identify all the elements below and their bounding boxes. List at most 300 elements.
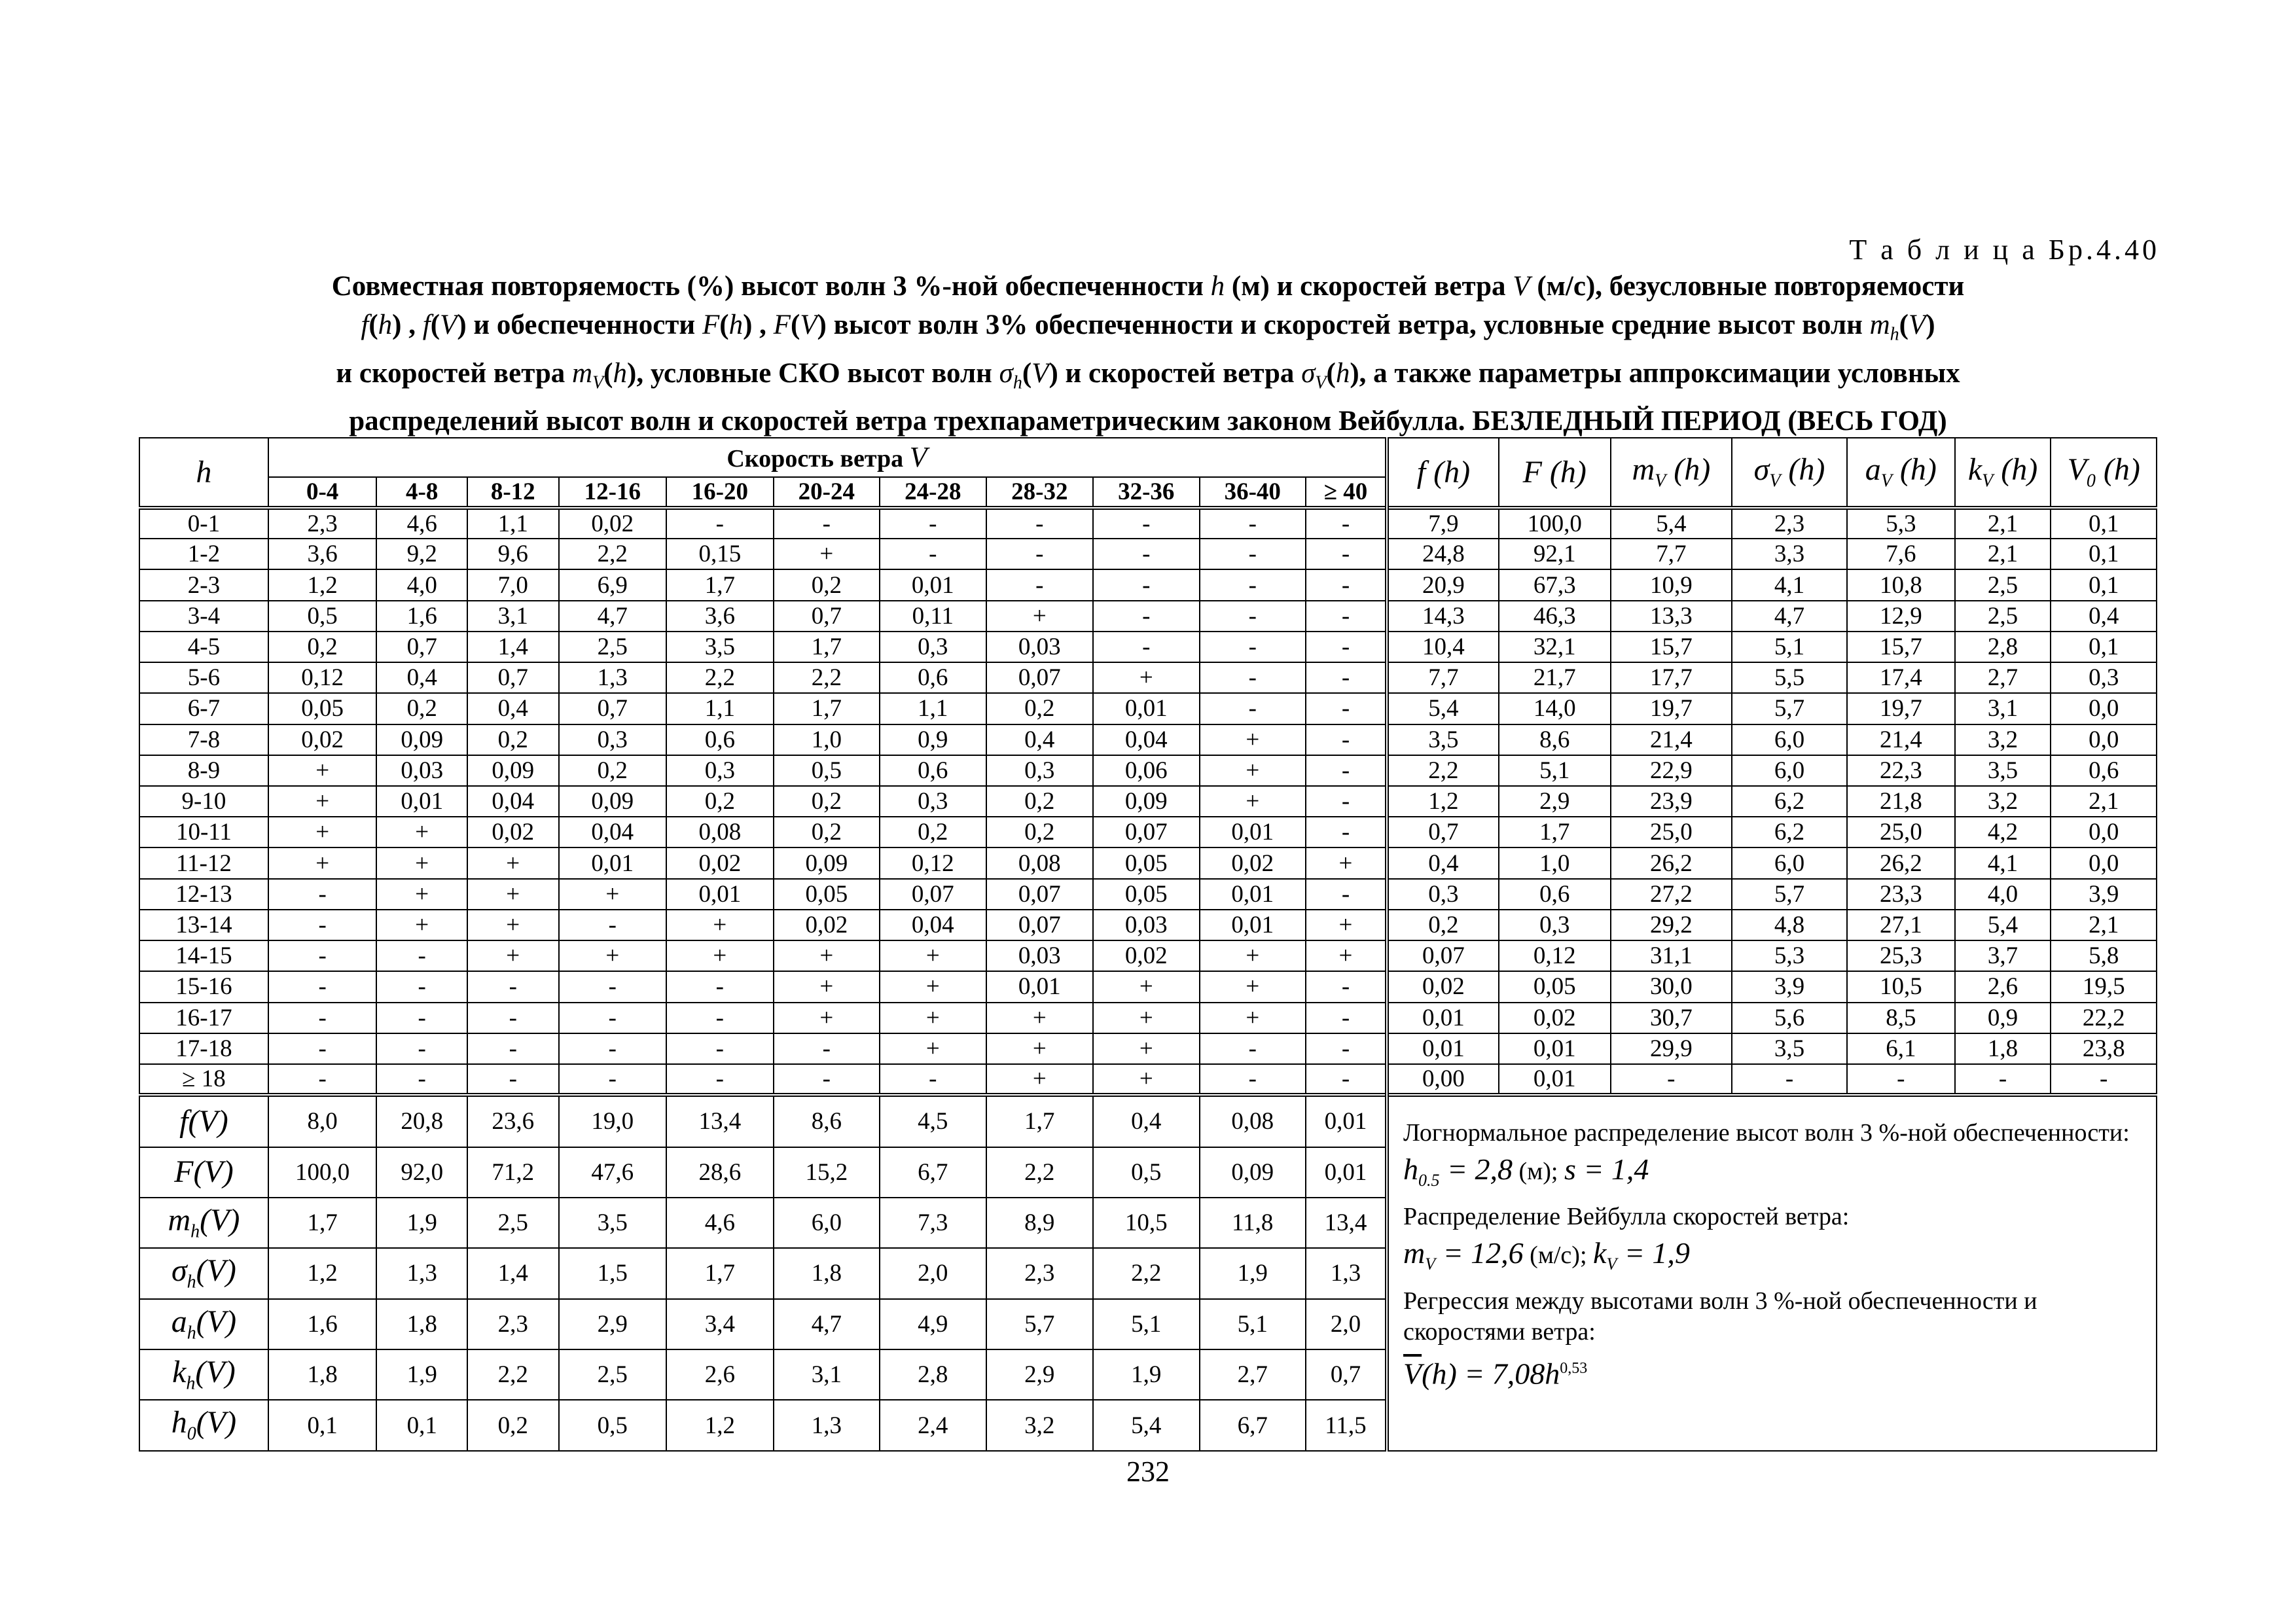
table-row (139, 971, 2157, 1002)
marginal-cell: 1,7 (986, 1095, 1094, 1147)
frequency-cell: 2,2 (774, 662, 880, 693)
frequency-cell: 1,2 (268, 569, 377, 600)
regression-formula: $\overline{V}(h) = 7,08h^{0,53}$ (1403, 1356, 1588, 1390)
frequency-cell: - (268, 1003, 377, 1033)
frequency-cell: - (559, 1064, 667, 1095)
frequency-cell: 0,03 (986, 940, 1094, 971)
stat-cell: 13,3 (1611, 601, 1732, 632)
stat-cell: 20,9 (1387, 569, 1499, 600)
frequency-cell: 0,09 (774, 847, 880, 878)
frequency-cell: 0,04 (1093, 724, 1199, 755)
stat-cell: 46,3 (1499, 601, 1611, 632)
marginal-cell: 0,1 (376, 1400, 467, 1451)
frequency-cell: + (1306, 910, 1387, 940)
marginal-cell: 1,7 (268, 1198, 377, 1248)
marginal-cell: 23,6 (467, 1095, 559, 1147)
frequency-cell: 0,01 (1093, 693, 1199, 724)
frequency-cell: 2,5 (559, 632, 667, 662)
frequency-cell: + (880, 1033, 986, 1064)
table-row (139, 693, 2157, 724)
stat-cell: 3,1 (1955, 693, 2051, 724)
frequency-cell: + (559, 940, 667, 971)
stat-cell: 2,1 (2051, 910, 2157, 940)
stat-cell: 0,12 (1499, 940, 1611, 971)
stat-cell: 23,3 (1847, 879, 1955, 910)
stat-cell: 21,4 (1847, 724, 1955, 755)
stat-cell: 29,2 (1611, 910, 1732, 940)
header-h: h (139, 438, 268, 508)
stat-cell: 10,5 (1847, 971, 1955, 1002)
frequency-cell: 1,1 (467, 508, 559, 539)
frequency-cell: 2,3 (268, 508, 377, 539)
stat-cell: 0,01 (1387, 1003, 1499, 1033)
frequency-cell: - (1200, 508, 1306, 539)
marginal-cell: 19,0 (559, 1095, 667, 1147)
frequency-cell: - (1200, 693, 1306, 724)
marginal-cell: 1,4 (467, 1248, 559, 1298)
wave-height-range: 12-13 (139, 879, 268, 910)
stat-cell: 0,3 (1499, 910, 1611, 940)
frequency-cell: 0,15 (666, 539, 774, 569)
frequency-cell: - (467, 1033, 559, 1064)
reg-exp: 0,53 (1560, 1359, 1588, 1377)
frequency-cell: 4,0 (376, 569, 467, 600)
mV-unit: (м/с); (1523, 1241, 1594, 1270)
frequency-cell: 0,2 (467, 724, 559, 755)
marginal-cell: 2,5 (559, 1349, 667, 1400)
stat-cell: 0,05 (1499, 971, 1611, 1002)
bottom-row-label: F(V) (139, 1147, 268, 1198)
frequency-cell: - (1306, 1033, 1387, 1064)
header-V0-h: $V_0$ (h) (2051, 438, 2157, 508)
frequency-cell: + (774, 539, 880, 569)
marginal-cell: 2,0 (880, 1248, 986, 1298)
frequency-cell: 0,02 (666, 847, 774, 878)
stat-cell: - (2051, 1064, 2157, 1095)
wind-range-header: 28-32 (986, 477, 1094, 508)
header-wind-speed (268, 438, 1387, 477)
stat-cell: 2,2 (1387, 755, 1499, 786)
frequency-cell: - (1306, 632, 1387, 662)
frequency-cell: 1,7 (774, 632, 880, 662)
stat-cell: 27,1 (1847, 910, 1955, 940)
stat-cell: 19,5 (2051, 971, 2157, 1002)
stat-cell: 17,7 (1611, 662, 1732, 693)
stat-cell: - (1611, 1064, 1732, 1095)
stat-cell: 0,2 (1387, 910, 1499, 940)
table-label: Т а б л и ц а Бр.4.40 (1849, 234, 2160, 266)
frequency-cell: - (1306, 755, 1387, 786)
marginal-cell: 4,6 (666, 1198, 774, 1248)
frequency-cell: + (268, 847, 377, 878)
h05-unit: (м); (1513, 1158, 1564, 1186)
stat-cell: 26,2 (1847, 847, 1955, 878)
frequency-cell: + (376, 910, 467, 940)
frequency-cell: 0,3 (666, 755, 774, 786)
table-row (139, 847, 2157, 878)
frequency-cell: - (376, 1033, 467, 1064)
stat-cell: 25,3 (1847, 940, 1955, 971)
stat-cell: 2,1 (1955, 508, 2051, 539)
stat-cell: 14,0 (1499, 693, 1611, 724)
marginal-cell: 100,0 (268, 1147, 377, 1198)
marginal-cell: 3,5 (559, 1198, 667, 1248)
frequency-cell: + (986, 1033, 1094, 1064)
marginal-cell: 1,9 (376, 1349, 467, 1400)
table-row (139, 786, 2157, 817)
stat-cell: 7,9 (1387, 508, 1499, 539)
frequency-cell: - (1306, 1064, 1387, 1095)
stat-cell: 4,8 (1732, 910, 1847, 940)
frequency-cell: + (666, 910, 774, 940)
marginal-cell: 15,2 (774, 1147, 880, 1198)
wave-height-range: 14-15 (139, 940, 268, 971)
frequency-cell: + (986, 1003, 1094, 1033)
bottom-row-label: $a_h(V)$ (139, 1299, 268, 1349)
wind-range-header: 0-4 (268, 477, 377, 508)
frequency-cell: - (986, 508, 1094, 539)
table-row (139, 601, 2157, 632)
frequency-cell: - (268, 940, 377, 971)
stat-cell: 0,1 (2051, 539, 2157, 569)
frequency-cell: - (559, 1033, 667, 1064)
stat-cell: 5,3 (1847, 508, 1955, 539)
frequency-cell: - (1306, 971, 1387, 1002)
frequency-cell: - (1306, 662, 1387, 693)
frequency-cell: - (376, 1003, 467, 1033)
marginal-cell: 2,0 (1306, 1299, 1387, 1349)
regression-text: Регрессия между высотами волн 3 %-ной обеспеченности и скоростями ветра: (1403, 1287, 2037, 1346)
stat-cell: 0,0 (2051, 817, 2157, 847)
marginal-cell: 10,5 (1093, 1198, 1199, 1248)
frequency-cell: 0,07 (1093, 817, 1199, 847)
frequency-cell: + (1200, 1003, 1306, 1033)
marginal-cell: 0,5 (1093, 1147, 1199, 1198)
frequency-cell: 6,9 (559, 569, 667, 600)
marginal-cell: 2,3 (986, 1248, 1094, 1298)
stat-cell: 29,9 (1611, 1033, 1732, 1064)
frequency-cell: 0,7 (467, 662, 559, 693)
marginal-cell: 2,4 (880, 1400, 986, 1451)
frequency-cell: 3,5 (666, 632, 774, 662)
frequency-cell: - (1093, 508, 1199, 539)
frequency-cell: - (1306, 879, 1387, 910)
marginal-cell: 6,7 (880, 1147, 986, 1198)
lognormal-text: Логнормальное распределение высот волн 3 %-ной обеспеченности: (1403, 1119, 2130, 1147)
marginal-cell: 47,6 (559, 1147, 667, 1198)
bottom-row-label: $m_h(V)$ (139, 1198, 268, 1248)
frequency-cell: 0,05 (1093, 847, 1199, 878)
table-row (139, 724, 2157, 755)
marginal-cell: 71,2 (467, 1147, 559, 1198)
stat-cell: 2,6 (1955, 971, 2051, 1002)
frequency-cell: 1,1 (880, 693, 986, 724)
frequency-cell: 0,2 (774, 569, 880, 600)
wind-range-header: 16-20 (666, 477, 774, 508)
frequency-cell: - (1093, 632, 1199, 662)
stat-cell: 0,01 (1499, 1064, 1611, 1095)
frequency-cell: 0,9 (880, 724, 986, 755)
stat-cell: 5,4 (1955, 910, 2051, 940)
marginal-cell: 8,6 (774, 1095, 880, 1147)
joint-frequency-table (139, 437, 2157, 1452)
stat-cell: 15,7 (1611, 632, 1732, 662)
frequency-cell: 0,09 (559, 786, 667, 817)
stat-cell: 12,9 (1847, 601, 1955, 632)
marginal-cell: 13,4 (1306, 1198, 1387, 1248)
marginal-cell: 11,5 (1306, 1400, 1387, 1451)
frequency-cell: 0,7 (774, 601, 880, 632)
frequency-cell: + (268, 755, 377, 786)
wave-height-range: 8-9 (139, 755, 268, 786)
weibull-formula: $m_V = 12,6$ (м/с); $k_V = 1,9$ (1403, 1236, 1690, 1274)
caption-text: и скоростей ветра (1058, 357, 1302, 389)
stat-cell: 0,00 (1387, 1064, 1499, 1095)
wind-range-header: 32-36 (1093, 477, 1199, 508)
stat-cell: 19,7 (1611, 693, 1732, 724)
stat-cell: 15,7 (1847, 632, 1955, 662)
reg-coef: 7,08 (1492, 1356, 1545, 1390)
frequency-cell: + (376, 817, 467, 847)
marginal-cell: 2,9 (986, 1349, 1094, 1400)
frequency-cell: 1,4 (467, 632, 559, 662)
caption-text: распределений высот волн и скоростей ветра трехпараметрическим законом Вейбулла. БЕЗЛЕДНЫЙ ПЕРИОД (ВЕСЬ ГОД) (349, 406, 1947, 437)
frequency-cell: - (1306, 1003, 1387, 1033)
marginal-cell: 5,1 (1093, 1299, 1199, 1349)
marginal-cell: 3,4 (666, 1299, 774, 1349)
header-sigmaV-h: $\sigma_V$ (h) (1732, 438, 1847, 508)
frequency-cell: 1,3 (559, 662, 667, 693)
frequency-cell: - (1200, 1033, 1306, 1064)
frequency-cell: - (1093, 569, 1199, 600)
wave-height-range: 6-7 (139, 693, 268, 724)
marginal-cell: 11,8 (1200, 1198, 1306, 1248)
wave-height-range: 1-2 (139, 539, 268, 569)
frequency-cell: - (559, 1003, 667, 1033)
marginal-cell: 1,3 (774, 1400, 880, 1451)
stat-cell: 3,5 (1387, 724, 1499, 755)
marginal-cell: 2,3 (467, 1299, 559, 1349)
frequency-cell: + (1093, 971, 1199, 1002)
frequency-cell: 0,4 (467, 693, 559, 724)
frequency-cell: 0,01 (1200, 817, 1306, 847)
stat-cell: - (1955, 1064, 2051, 1095)
caption-text: и скоростей ветра (336, 357, 572, 389)
stat-cell: 31,1 (1611, 940, 1732, 971)
frequency-cell: 1,6 (376, 601, 467, 632)
frequency-cell: 0,09 (467, 755, 559, 786)
frequency-cell: 1,0 (774, 724, 880, 755)
wave-height-range: 9-10 (139, 786, 268, 817)
frequency-cell: 1,7 (774, 693, 880, 724)
frequency-cell: - (1200, 569, 1306, 600)
frequency-cell: - (1306, 724, 1387, 755)
stat-cell: 8,5 (1847, 1003, 1955, 1033)
frequency-cell: - (1306, 786, 1387, 817)
frequency-cell: 0,01 (986, 971, 1094, 1002)
marginal-cell: 5,7 (986, 1299, 1094, 1349)
marginal-cell: 1,2 (268, 1248, 377, 1298)
frequency-cell: - (268, 1033, 377, 1064)
distribution-summary (1387, 1095, 2157, 1451)
stat-cell: 0,0 (2051, 693, 2157, 724)
stat-cell: 3,5 (1732, 1033, 1847, 1064)
stat-cell: 0,0 (2051, 847, 2157, 878)
frequency-cell: - (1093, 601, 1199, 632)
frequency-cell: 0,4 (986, 724, 1094, 755)
stat-cell: 21,4 (1611, 724, 1732, 755)
stat-cell: 7,6 (1847, 539, 1955, 569)
stat-cell: 10,8 (1847, 569, 1955, 600)
stat-cell: 30,0 (1611, 971, 1732, 1002)
table-row (139, 508, 2157, 539)
marginal-cell: 4,9 (880, 1299, 986, 1349)
stat-cell: 5,6 (1732, 1003, 1847, 1033)
marginal-cell: 1,6 (268, 1299, 377, 1349)
frequency-cell: 0,05 (1093, 879, 1199, 910)
marginal-cell: 5,1 (1200, 1299, 1306, 1349)
stat-cell: 3,9 (2051, 879, 2157, 910)
stat-cell: 0,02 (1387, 971, 1499, 1002)
table-row (139, 539, 2157, 569)
frequency-cell: 0,2 (880, 817, 986, 847)
frequency-cell: - (1306, 508, 1387, 539)
table-row (139, 662, 2157, 693)
marginal-cell: 1,8 (376, 1299, 467, 1349)
frequency-cell: - (666, 1064, 774, 1095)
frequency-cell: 0,01 (666, 879, 774, 910)
wind-range-header: 36-40 (1200, 477, 1306, 508)
table-row (139, 940, 2157, 971)
stat-cell: 4,1 (1732, 569, 1847, 600)
stat-cell: 0,1 (2051, 569, 2157, 600)
marginal-cell: 1,3 (376, 1248, 467, 1298)
bottom-row-label: $h_0(V)$ (139, 1400, 268, 1451)
kV-value: 1,9 (1652, 1236, 1690, 1270)
frequency-cell: 0,03 (376, 755, 467, 786)
frequency-cell: - (376, 1064, 467, 1095)
marginal-cell: 4,7 (774, 1299, 880, 1349)
frequency-cell: 3,1 (467, 601, 559, 632)
marginal-cell: 3,1 (774, 1349, 880, 1400)
stat-cell: 5,5 (1732, 662, 1847, 693)
wave-height-range: 3-4 (139, 601, 268, 632)
frequency-cell: 0,6 (880, 662, 986, 693)
frequency-cell: + (467, 847, 559, 878)
marginal-cell: 92,0 (376, 1147, 467, 1198)
stat-cell: 19,7 (1847, 693, 1955, 724)
marginal-cell: 1,7 (666, 1248, 774, 1298)
stat-cell: 22,9 (1611, 755, 1732, 786)
wind-range-header: 20-24 (774, 477, 880, 508)
frequency-cell: - (1200, 632, 1306, 662)
stat-cell: 3,2 (1955, 724, 2051, 755)
frequency-cell: 0,07 (986, 879, 1094, 910)
frequency-cell: - (1306, 601, 1387, 632)
frequency-cell: 0,05 (774, 879, 880, 910)
frequency-cell: - (376, 971, 467, 1002)
frequency-cell: 0,01 (880, 569, 986, 600)
frequency-cell: 0,05 (268, 693, 377, 724)
stat-cell: 2,7 (1955, 662, 2051, 693)
stat-cell: 4,7 (1732, 601, 1847, 632)
wave-height-range: 17-18 (139, 1033, 268, 1064)
frequency-cell: + (467, 879, 559, 910)
stat-cell: 26,2 (1611, 847, 1732, 878)
frequency-cell: + (986, 601, 1094, 632)
frequency-cell: 2,2 (559, 539, 667, 569)
stat-cell: 25,0 (1847, 817, 1955, 847)
wave-height-range: 5-6 (139, 662, 268, 693)
caption-text: , а также параметры аппроксимации условных (1359, 357, 1960, 389)
caption-text: и обеспеченности (473, 310, 702, 340)
frequency-cell: 0,04 (559, 817, 667, 847)
stat-cell: 2,1 (2051, 786, 2157, 817)
frequency-cell: - (666, 971, 774, 1002)
stat-cell: 4,2 (1955, 817, 2051, 847)
bottom-row-label: $k_h(V)$ (139, 1349, 268, 1400)
frequency-cell: + (559, 879, 667, 910)
marginal-cell: 0,1 (268, 1400, 377, 1451)
frequency-cell: 0,01 (559, 847, 667, 878)
stat-cell: 7,7 (1611, 539, 1732, 569)
stat-cell: 25,0 (1611, 817, 1732, 847)
stat-cell: 24,8 (1387, 539, 1499, 569)
stat-cell: 0,1 (2051, 632, 2157, 662)
frequency-cell: - (467, 1003, 559, 1033)
frequency-cell: 0,07 (986, 910, 1094, 940)
stat-cell: 1,7 (1499, 817, 1611, 847)
stat-cell: - (1732, 1064, 1847, 1095)
table-row (139, 910, 2157, 940)
caption-text: высот волн 3% обеспеченности и скоростей ветра, условные средние высот волн (833, 310, 1870, 340)
stat-cell: 10,9 (1611, 569, 1732, 600)
frequency-cell: 4,7 (559, 601, 667, 632)
frequency-cell: 0,2 (774, 817, 880, 847)
stat-cell: 6,2 (1732, 786, 1847, 817)
stat-cell: 6,0 (1732, 724, 1847, 755)
marginal-cell: 8,9 (986, 1198, 1094, 1248)
marginal-cell: 2,9 (559, 1299, 667, 1349)
marginal-cell: 2,8 (880, 1349, 986, 1400)
marginal-cell: 4,5 (880, 1095, 986, 1147)
stat-cell: 27,2 (1611, 879, 1732, 910)
stat-cell: 23,8 (2051, 1033, 2157, 1064)
frequency-cell: 3,6 (666, 601, 774, 632)
stat-cell: 5,7 (1732, 693, 1847, 724)
stat-cell: 0,6 (1499, 879, 1611, 910)
marginal-cell: 28,6 (666, 1147, 774, 1198)
frequency-cell: - (774, 1033, 880, 1064)
frequency-cell: 0,6 (880, 755, 986, 786)
stat-cell: 0,02 (1499, 1003, 1611, 1033)
frequency-cell: + (467, 910, 559, 940)
header-wind-speed-label: Скорость ветра (726, 445, 910, 473)
stat-cell: 17,4 (1847, 662, 1955, 693)
stat-cell: 4,1 (1955, 847, 2051, 878)
frequency-cell: 0,02 (467, 817, 559, 847)
marginal-cell: 1,9 (376, 1198, 467, 1248)
frequency-cell: - (1200, 662, 1306, 693)
frequency-cell: 0,2 (559, 755, 667, 786)
stat-cell: 0,7 (1387, 817, 1499, 847)
frequency-cell: 0,03 (986, 632, 1094, 662)
frequency-cell: 0,02 (559, 508, 667, 539)
frequency-cell: + (376, 847, 467, 878)
marginal-cell: 8,0 (268, 1095, 377, 1147)
frequency-cell: 2,2 (666, 662, 774, 693)
stat-cell: 3,5 (1955, 755, 2051, 786)
